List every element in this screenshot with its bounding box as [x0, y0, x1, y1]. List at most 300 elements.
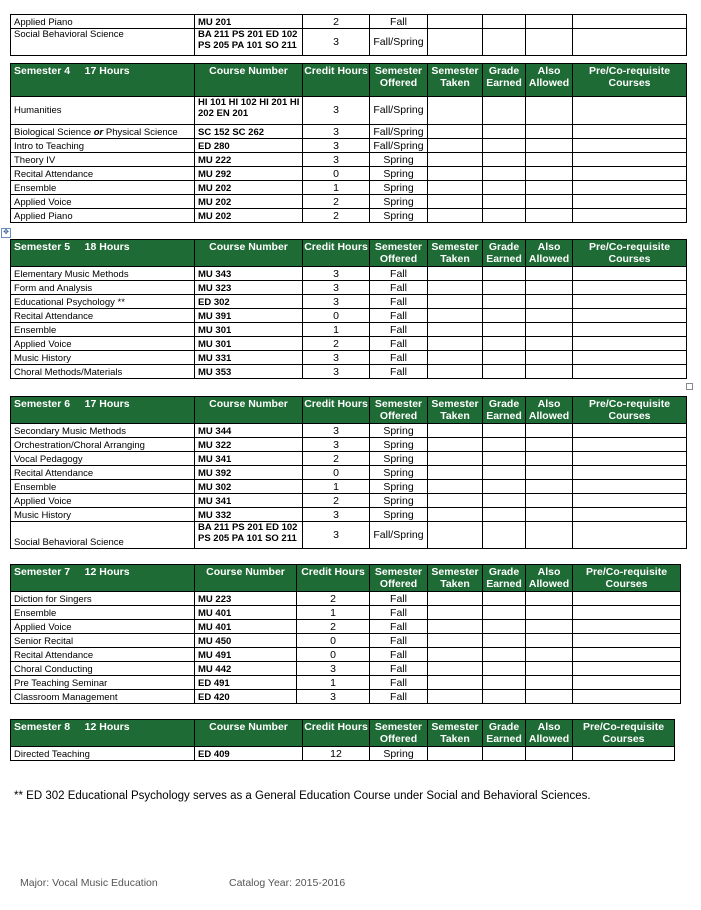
semester-offered: Fall: [370, 648, 428, 662]
prereq-cell[interactable]: [573, 195, 687, 209]
grade-earned-cell[interactable]: [483, 365, 526, 379]
semester-taken-cell[interactable]: [428, 592, 483, 606]
semester-offered: Fall: [370, 662, 428, 676]
credit-hours: 3: [303, 424, 370, 438]
col-also-allowed: Also Allowed: [526, 64, 573, 97]
prereq-cell[interactable]: [573, 97, 687, 125]
course-name: Recital Attendance: [11, 167, 195, 181]
col-course-number: Course Number: [195, 240, 303, 267]
semester-offered: Fall: [370, 620, 428, 634]
col-also-allowed: Also Allowed: [526, 240, 573, 267]
course-row: [11, 323, 687, 337]
semester-offered: Fall: [370, 606, 428, 620]
grade-earned-cell[interactable]: [483, 351, 526, 365]
col-semester-taken: Semester Taken: [428, 64, 483, 97]
course-row: [11, 97, 687, 125]
also-allowed-cell[interactable]: [526, 648, 573, 662]
credit-hours: 3: [303, 522, 370, 549]
also-allowed-cell[interactable]: [526, 125, 573, 139]
semester-offered: Fall: [370, 351, 428, 365]
semester-8-table: [10, 719, 675, 761]
course-name: Social Behavioral Science: [11, 29, 195, 56]
col-course-number: Course Number: [195, 397, 303, 424]
grade-earned-cell[interactable]: [483, 620, 526, 634]
course-number: MU 301: [195, 337, 303, 351]
course-row: [11, 125, 687, 139]
prereq-cell[interactable]: [573, 139, 687, 153]
course-number: MU 343: [195, 267, 303, 281]
semester-offered: Fall: [370, 676, 428, 690]
course-number: MU 391: [195, 309, 303, 323]
semester-taken-cell[interactable]: [428, 438, 483, 452]
course-row: [11, 351, 687, 365]
also-allowed-cell[interactable]: [526, 337, 573, 351]
prereq-cell[interactable]: [573, 606, 681, 620]
course-row: [11, 606, 681, 620]
course-row: [11, 309, 687, 323]
prereq-cell[interactable]: [573, 648, 681, 662]
course-row: [11, 195, 687, 209]
grade-earned-cell[interactable]: [483, 676, 526, 690]
semester-offered: Fall/Spring: [370, 139, 428, 153]
credit-hours: 3: [303, 29, 370, 56]
course-name: Educational Psychology **: [11, 295, 195, 309]
semester-header-row: [11, 720, 675, 747]
course-name: Theory IV: [11, 153, 195, 167]
table-resize-handle-icon[interactable]: [686, 383, 693, 390]
semester-taken-cell[interactable]: [428, 295, 483, 309]
prereq-cell[interactable]: [573, 690, 681, 704]
semester-title: Semester 7 12 Hours: [11, 565, 195, 592]
col-semester-taken: Semester Taken: [428, 397, 483, 424]
semester-taken-cell[interactable]: [428, 606, 483, 620]
course-number: ED 280: [195, 139, 303, 153]
course-row: [11, 480, 687, 494]
course-name: Intro to Teaching: [11, 139, 195, 153]
credit-hours: 1: [297, 606, 370, 620]
grade-earned-cell[interactable]: [483, 267, 526, 281]
course-number: ED 409: [195, 747, 303, 761]
semester-taken-cell[interactable]: [428, 466, 483, 480]
credit-hours: 0: [303, 466, 370, 480]
credit-hours: 12: [303, 747, 370, 761]
col-semester-offered: Semester Offered: [370, 397, 428, 424]
prereq-cell[interactable]: [573, 480, 687, 494]
course-number: MU 442: [195, 662, 297, 676]
prereq-cell[interactable]: [573, 209, 687, 223]
also-allowed-cell[interactable]: [526, 167, 573, 181]
semester-offered: Spring: [370, 195, 428, 209]
semester-taken-cell[interactable]: [428, 195, 483, 209]
course-name: Choral Methods/Materials: [11, 365, 195, 379]
top-continuation-table: [10, 14, 687, 56]
prereq-cell[interactable]: [573, 309, 687, 323]
grade-earned-cell[interactable]: [483, 209, 526, 223]
semester-taken-cell[interactable]: [428, 281, 483, 295]
course-row: [11, 466, 687, 480]
grade-earned-cell[interactable]: [483, 747, 526, 761]
grade-earned-cell[interactable]: [483, 690, 526, 704]
grade-earned-cell[interactable]: [483, 438, 526, 452]
col-semester-taken: Semester Taken: [428, 565, 483, 592]
course-name: Recital Attendance: [11, 648, 195, 662]
semester-taken-cell[interactable]: [428, 337, 483, 351]
semester-taken-cell[interactable]: [428, 97, 483, 125]
col-course-number: Course Number: [195, 565, 297, 592]
credit-hours: 2: [297, 620, 370, 634]
semester-offered: Fall: [370, 267, 428, 281]
semester-7-table: [10, 564, 681, 704]
course-row: [11, 620, 681, 634]
course-name: Applied Voice: [11, 195, 195, 209]
course-row: [11, 508, 687, 522]
credit-hours: 0: [297, 648, 370, 662]
course-number: HI 101 HI 102 HI 201 HI 202 EN 201: [195, 97, 303, 125]
semester-offered: Fall: [370, 634, 428, 648]
also-allowed-cell[interactable]: [526, 592, 573, 606]
credit-hours: 3: [297, 662, 370, 676]
also-allowed-cell[interactable]: [526, 747, 573, 761]
also-allowed-cell[interactable]: [526, 424, 573, 438]
semester-4-table: [10, 63, 687, 223]
grade-earned-cell[interactable]: [483, 452, 526, 466]
also-allowed-cell[interactable]: [526, 281, 573, 295]
course-number: MU 401: [195, 606, 297, 620]
course-number: MU 331: [195, 351, 303, 365]
semester-taken-cell[interactable]: [428, 139, 483, 153]
course-name: Music History: [11, 508, 195, 522]
course-number: MU 322: [195, 438, 303, 452]
grade-earned-cell[interactable]: [483, 662, 526, 676]
grade-earned-cell[interactable]: [483, 139, 526, 153]
prereq-cell[interactable]: [573, 125, 687, 139]
also-allowed-cell[interactable]: [526, 606, 573, 620]
course-name: Choral Conducting: [11, 662, 195, 676]
grade-earned-cell[interactable]: [483, 466, 526, 480]
col-grade-earned: Grade Earned: [483, 565, 526, 592]
semester-taken-cell[interactable]: [428, 209, 483, 223]
credit-hours: 3: [303, 267, 370, 281]
credit-hours: 3: [303, 295, 370, 309]
semester-title: Semester 4 17 Hours: [11, 64, 195, 97]
also-allowed-cell[interactable]: [526, 181, 573, 195]
also-allowed-cell[interactable]: [526, 365, 573, 379]
col-prereq: Pre/Co-requisite Courses: [573, 64, 687, 97]
prereq-cell[interactable]: [573, 29, 687, 56]
prereq-cell[interactable]: [573, 167, 687, 181]
course-row: [11, 267, 687, 281]
semester-taken-cell[interactable]: [428, 747, 483, 761]
prereq-cell[interactable]: [573, 452, 687, 466]
col-semester-taken: Semester Taken: [428, 720, 483, 747]
table-move-handle-icon[interactable]: ✥: [1, 228, 11, 238]
course-row: [11, 424, 687, 438]
semester-header-row: [11, 240, 687, 267]
semester-taken-cell[interactable]: [428, 153, 483, 167]
course-name: Recital Attendance: [11, 309, 195, 323]
also-allowed-cell[interactable]: [526, 662, 573, 676]
prereq-cell[interactable]: [573, 337, 687, 351]
also-allowed-cell[interactable]: [526, 480, 573, 494]
grade-earned-cell[interactable]: [483, 309, 526, 323]
credit-hours: 3: [297, 690, 370, 704]
credit-hours: 2: [303, 337, 370, 351]
grade-earned-cell[interactable]: [483, 125, 526, 139]
semester-taken-cell[interactable]: [428, 662, 483, 676]
course-name: Orchestration/Choral Arranging: [11, 438, 195, 452]
credit-hours: 2: [303, 452, 370, 466]
also-allowed-cell[interactable]: [526, 209, 573, 223]
semester-offered: Spring: [370, 480, 428, 494]
col-semester-offered: Semester Offered: [370, 720, 428, 747]
also-allowed-cell[interactable]: [526, 690, 573, 704]
col-also-allowed: Also Allowed: [526, 720, 573, 747]
also-allowed-cell[interactable]: [526, 508, 573, 522]
prereq-cell[interactable]: [573, 466, 687, 480]
semester-taken-cell[interactable]: [428, 480, 483, 494]
semester-taken-cell[interactable]: [428, 690, 483, 704]
course-number: SC 152 SC 262: [195, 125, 303, 139]
col-grade-earned: Grade Earned: [483, 397, 526, 424]
also-allowed-cell[interactable]: [526, 29, 573, 56]
semester-offered: Fall: [370, 15, 428, 29]
prereq-cell[interactable]: [573, 424, 687, 438]
semester-offered: Spring: [370, 747, 428, 761]
prereq-cell[interactable]: [573, 267, 687, 281]
course-row: [11, 676, 681, 690]
semester-taken-cell[interactable]: [428, 620, 483, 634]
prereq-cell[interactable]: [573, 323, 687, 337]
also-allowed-cell[interactable]: [526, 309, 573, 323]
also-allowed-cell[interactable]: [526, 139, 573, 153]
credit-hours: 0: [303, 167, 370, 181]
grade-earned-cell[interactable]: [483, 522, 526, 549]
semester-taken-cell[interactable]: [428, 351, 483, 365]
grade-earned-cell[interactable]: [483, 606, 526, 620]
grade-earned-cell[interactable]: [483, 15, 526, 29]
semester-offered: Spring: [370, 452, 428, 466]
semester-taken-cell[interactable]: [428, 634, 483, 648]
footer-major: Major: Vocal Music Education: [20, 877, 158, 889]
semester-taken-cell[interactable]: [428, 309, 483, 323]
grade-earned-cell[interactable]: [483, 648, 526, 662]
course-row: [11, 209, 687, 223]
grade-earned-cell[interactable]: [483, 281, 526, 295]
prereq-cell[interactable]: [573, 153, 687, 167]
semester-offered: Fall/Spring: [370, 97, 428, 125]
prereq-cell[interactable]: [573, 281, 687, 295]
course-name: Form and Analysis: [11, 281, 195, 295]
course-name: Classroom Management: [11, 690, 195, 704]
course-number: MU 202: [195, 181, 303, 195]
semester-header-row: [11, 64, 687, 97]
semester-offered: Spring: [370, 508, 428, 522]
course-number: MU 392: [195, 466, 303, 480]
semester-offered: Spring: [370, 424, 428, 438]
semester-title: Semester 6 17 Hours: [11, 397, 195, 424]
also-allowed-cell[interactable]: [526, 438, 573, 452]
also-allowed-cell[interactable]: [526, 634, 573, 648]
prereq-cell[interactable]: [573, 747, 675, 761]
course-name: Recital Attendance: [11, 466, 195, 480]
course-name: Pre Teaching Seminar: [11, 676, 195, 690]
course-name: Music History: [11, 351, 195, 365]
grade-earned-cell[interactable]: [483, 97, 526, 125]
also-allowed-cell[interactable]: [526, 522, 573, 549]
semester-taken-cell[interactable]: [428, 494, 483, 508]
semester-header-row: [11, 565, 681, 592]
credit-hours: 3: [303, 139, 370, 153]
credit-hours: 1: [297, 676, 370, 690]
prereq-cell[interactable]: [573, 662, 681, 676]
grade-earned-cell[interactable]: [483, 592, 526, 606]
also-allowed-cell[interactable]: [526, 494, 573, 508]
course-name: Applied Piano: [11, 209, 195, 223]
prereq-cell[interactable]: [573, 15, 687, 29]
semester-title: Semester 8 12 Hours: [11, 720, 195, 747]
semester-taken-cell[interactable]: [428, 29, 483, 56]
also-allowed-cell[interactable]: [526, 620, 573, 634]
grade-earned-cell[interactable]: [483, 195, 526, 209]
course-number: MU 323: [195, 281, 303, 295]
semester-offered: Fall/Spring: [370, 522, 428, 549]
grade-earned-cell[interactable]: [483, 634, 526, 648]
semester-taken-cell[interactable]: [428, 452, 483, 466]
course-row: [11, 438, 687, 452]
grade-earned-cell[interactable]: [483, 29, 526, 56]
prereq-cell[interactable]: [573, 620, 681, 634]
semester-taken-cell[interactable]: [428, 267, 483, 281]
semester-taken-cell[interactable]: [428, 167, 483, 181]
course-number: MU 222: [195, 153, 303, 167]
course-name: Secondary Music Methods: [11, 424, 195, 438]
course-row: [11, 662, 681, 676]
also-allowed-cell[interactable]: [526, 195, 573, 209]
grade-earned-cell[interactable]: [483, 480, 526, 494]
semester-offered: Spring: [370, 181, 428, 195]
course-row: [11, 337, 687, 351]
semester-6-table: [10, 396, 687, 549]
course-number: MU 223: [195, 592, 297, 606]
prereq-cell[interactable]: [573, 365, 687, 379]
prereq-cell[interactable]: [573, 351, 687, 365]
prereq-cell[interactable]: [573, 676, 681, 690]
grade-earned-cell[interactable]: [483, 167, 526, 181]
credit-hours: 2: [303, 195, 370, 209]
semester-taken-cell[interactable]: [428, 365, 483, 379]
course-name: Humanities: [11, 97, 195, 125]
prereq-cell[interactable]: [573, 181, 687, 195]
prereq-cell[interactable]: [573, 592, 681, 606]
prereq-cell[interactable]: [573, 522, 687, 549]
course-row: [11, 295, 687, 309]
col-semester-offered: Semester Offered: [370, 64, 428, 97]
semester-offered: Spring: [370, 209, 428, 223]
course-number: MU 201: [195, 15, 303, 29]
course-row: [11, 15, 687, 29]
course-number: MU 341: [195, 452, 303, 466]
also-allowed-cell[interactable]: [526, 323, 573, 337]
credit-hours: 0: [303, 309, 370, 323]
course-number: MU 302: [195, 480, 303, 494]
footnote-text: ** ED 302 Educational Psychology serves as a General Education Course under Social and Behavioral Sciences.: [14, 790, 591, 802]
course-number: ED 491: [195, 676, 297, 690]
semester-offered: Spring: [370, 438, 428, 452]
semester-taken-cell[interactable]: [428, 323, 483, 337]
grade-earned-cell[interactable]: [483, 424, 526, 438]
grade-earned-cell[interactable]: [483, 508, 526, 522]
semester-offered: Spring: [370, 494, 428, 508]
course-number: MU 301: [195, 323, 303, 337]
prereq-cell[interactable]: [573, 494, 687, 508]
course-number: MU 202: [195, 209, 303, 223]
col-semester-offered: Semester Offered: [370, 240, 428, 267]
course-row: [11, 365, 687, 379]
credit-hours: 2: [297, 592, 370, 606]
semester-taken-cell[interactable]: [428, 125, 483, 139]
also-allowed-cell[interactable]: [526, 676, 573, 690]
semester-offered: Fall/Spring: [370, 29, 428, 56]
also-allowed-cell[interactable]: [526, 15, 573, 29]
grade-earned-cell[interactable]: [483, 153, 526, 167]
also-allowed-cell[interactable]: [526, 452, 573, 466]
grade-earned-cell[interactable]: [483, 181, 526, 195]
credit-hours: 2: [303, 15, 370, 29]
semester-taken-cell[interactable]: [428, 508, 483, 522]
also-allowed-cell[interactable]: [526, 295, 573, 309]
semester-taken-cell[interactable]: [428, 648, 483, 662]
col-semester-taken: Semester Taken: [428, 240, 483, 267]
course-number: MU 332: [195, 508, 303, 522]
col-grade-earned: Grade Earned: [483, 64, 526, 97]
prereq-cell[interactable]: [573, 508, 687, 522]
col-credit-hours: Credit Hours: [303, 240, 370, 267]
col-also-allowed: Also Allowed: [526, 397, 573, 424]
course-number: MU 353: [195, 365, 303, 379]
also-allowed-cell[interactable]: [526, 466, 573, 480]
col-credit-hours: Credit Hours: [303, 720, 370, 747]
grade-earned-cell[interactable]: [483, 494, 526, 508]
prereq-cell[interactable]: [573, 295, 687, 309]
course-row: [11, 281, 687, 295]
course-row: [11, 747, 675, 761]
also-allowed-cell[interactable]: [526, 267, 573, 281]
semester-taken-cell[interactable]: [428, 522, 483, 549]
prereq-cell[interactable]: [573, 438, 687, 452]
semester-offered: Fall: [370, 309, 428, 323]
prereq-cell[interactable]: [573, 634, 681, 648]
course-number: MU 202: [195, 195, 303, 209]
also-allowed-cell[interactable]: [526, 97, 573, 125]
semester-taken-cell[interactable]: [428, 181, 483, 195]
semester-taken-cell[interactable]: [428, 424, 483, 438]
course-name: Diction for Singers: [11, 592, 195, 606]
semester-taken-cell[interactable]: [428, 676, 483, 690]
grade-earned-cell[interactable]: [483, 323, 526, 337]
grade-earned-cell[interactable]: [483, 337, 526, 351]
col-semester-offered: Semester Offered: [370, 565, 428, 592]
credit-hours: 3: [303, 281, 370, 295]
grade-earned-cell[interactable]: [483, 295, 526, 309]
semester-offered: Fall: [370, 690, 428, 704]
course-number: MU 292: [195, 167, 303, 181]
semester-taken-cell[interactable]: [428, 15, 483, 29]
course-row: [11, 494, 687, 508]
also-allowed-cell[interactable]: [526, 153, 573, 167]
also-allowed-cell[interactable]: [526, 351, 573, 365]
course-number: MU 341: [195, 494, 303, 508]
semester-offered: Fall: [370, 323, 428, 337]
